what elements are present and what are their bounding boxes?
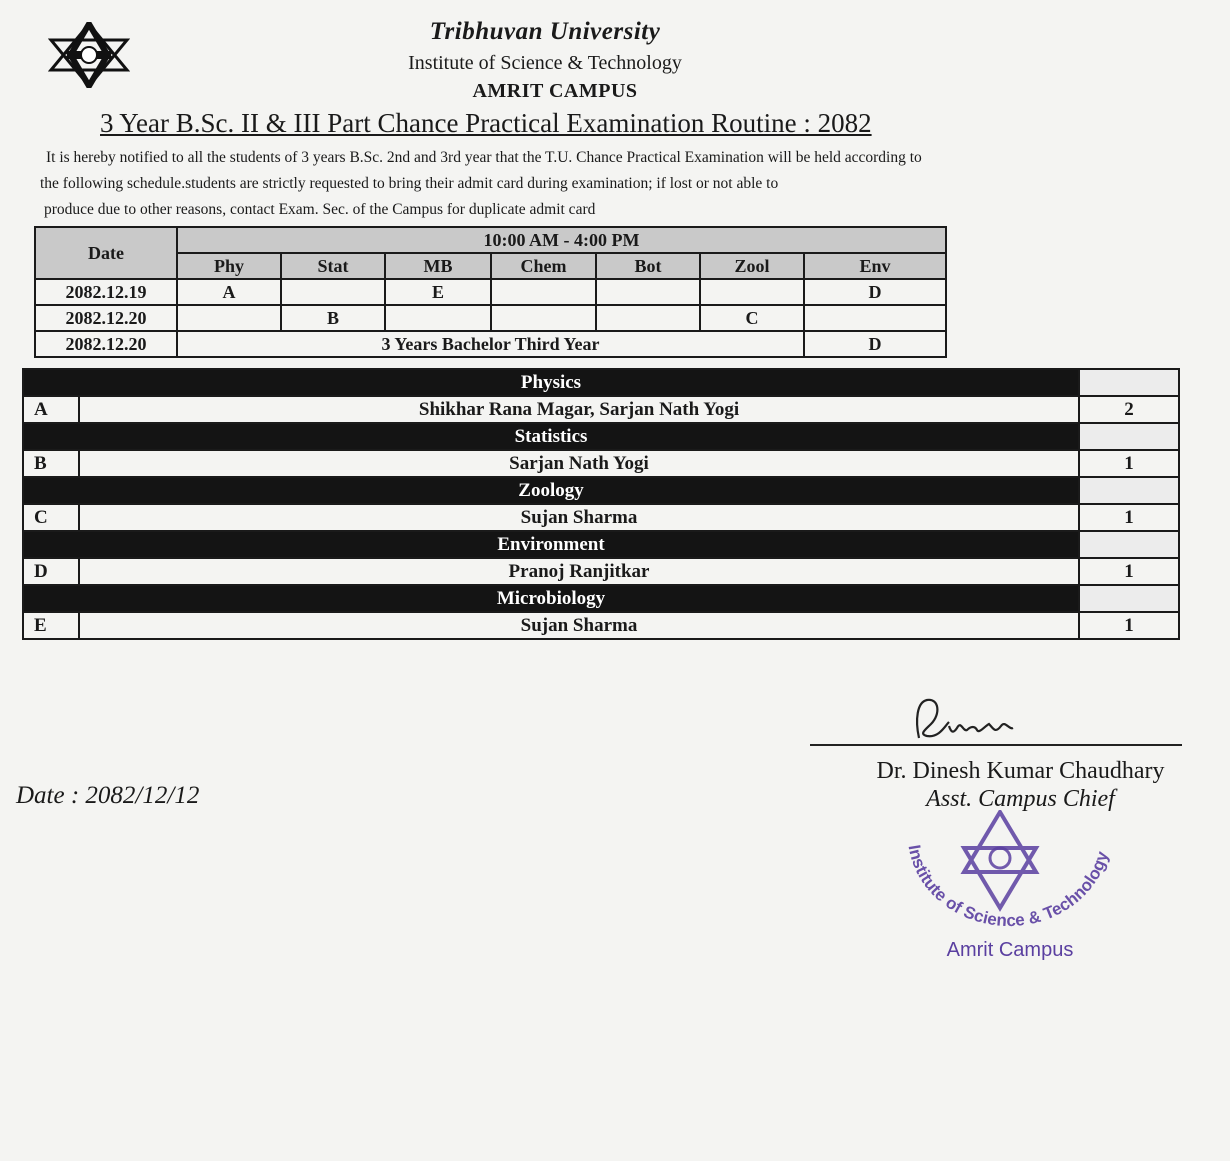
subject-heading: Statistics	[23, 423, 1079, 450]
examiner-count: 1	[1079, 612, 1179, 639]
examiner-names: Shikhar Rana Magar, Sarjan Nath Yogi	[79, 396, 1079, 423]
date-cell: 2082.12.20	[35, 331, 177, 357]
table-row	[23, 558, 1179, 585]
schedule-cell	[491, 279, 596, 305]
university-name: Tribhuvan University	[429, 18, 661, 45]
schedule-cell: E	[385, 279, 491, 305]
signatory-name: Dr. Dinesh Kumar Chaudhary	[876, 758, 1165, 784]
subject-header: Phy	[177, 253, 281, 279]
examiner-code: C	[23, 504, 79, 531]
table-row	[35, 305, 946, 331]
examiner-names: Sujan Sharma	[79, 612, 1079, 639]
subject-header: MB	[385, 253, 491, 279]
subject-band	[23, 369, 1179, 396]
subject-header: Chem	[491, 253, 596, 279]
subject-header: Bot	[596, 253, 700, 279]
subject-band	[23, 423, 1179, 450]
table-row	[23, 450, 1179, 477]
table-row	[35, 331, 946, 357]
subject-heading: Physics	[23, 369, 1079, 396]
table-row	[23, 396, 1179, 423]
examiner-code: D	[23, 558, 79, 585]
examiner-code: A	[23, 396, 79, 423]
subject-heading: Microbiology	[23, 585, 1079, 612]
schedule-cell	[177, 305, 281, 331]
signature	[905, 690, 1035, 750]
schedule-cell	[596, 279, 700, 305]
count-spacer	[1079, 369, 1179, 396]
campus-seal-stamp	[890, 810, 1130, 980]
campus-name: AMRIT CAMPUS	[472, 80, 638, 102]
page-title: 3 Year B.Sc. II & III Part Chance Practical Examination Routine : 2082	[100, 108, 872, 138]
subject-band	[23, 585, 1179, 612]
notice-date: Date : 2082/12/12	[16, 782, 200, 809]
schedule-cell	[596, 305, 700, 331]
table-row	[23, 504, 1179, 531]
schedule-cell	[700, 279, 804, 305]
table-row	[35, 279, 946, 305]
count-spacer	[1079, 585, 1179, 612]
date-cell: 2082.12.20	[35, 305, 177, 331]
examiner-names: Sarjan Nath Yogi	[79, 450, 1079, 477]
notice-line: the following schedule.students are strictly requested to bring their admit card during examination; if lost or not able to	[40, 175, 779, 192]
schedule-cell: D	[804, 331, 946, 357]
schedule-cell	[385, 305, 491, 331]
examiner-code: B	[23, 450, 79, 477]
date-column-header: Date	[35, 227, 177, 279]
subject-header: Stat	[281, 253, 385, 279]
notice-line: produce due to other reasons, contact Exam. Sec. of the Campus for duplicate admit card	[44, 201, 596, 218]
notice-line: It is hereby notified to all the students of 3 years B.Sc. 2nd and 3rd year that the T.U. Chance Practical Examination will be held according to	[46, 149, 922, 166]
count-spacer	[1079, 477, 1179, 504]
schedule-cell: D	[804, 279, 946, 305]
subject-header: Zool	[700, 253, 804, 279]
subject-band	[23, 531, 1179, 558]
examiner-count: 1	[1079, 450, 1179, 477]
schedule-cell	[804, 305, 946, 331]
date-cell: 2082.12.19	[35, 279, 177, 305]
schedule-cell	[281, 279, 385, 305]
subject-header: Env	[804, 253, 946, 279]
schedule-cell: A	[177, 279, 281, 305]
examiner-code: E	[23, 612, 79, 639]
seal-arc-text: Institute of Science & Technology	[904, 843, 1113, 931]
examiner-names: Pranoj Ranjitkar	[79, 558, 1079, 585]
examiner-count: 1	[1079, 558, 1179, 585]
subject-heading: Environment	[23, 531, 1079, 558]
schedule-cell: B	[281, 305, 385, 331]
examiner-count: 1	[1079, 504, 1179, 531]
institute-name: Institute of Science & Technology	[408, 52, 682, 74]
signature-line	[810, 744, 1182, 746]
routine-table	[34, 226, 947, 358]
schedule-cell: C	[700, 305, 804, 331]
examiner-count: 2	[1079, 396, 1179, 423]
count-spacer	[1079, 423, 1179, 450]
university-logo-icon	[48, 22, 130, 88]
seal-campus-text: Amrit Campus	[946, 939, 1074, 961]
subject-band	[23, 477, 1179, 504]
signatory-title: Asst. Campus Chief	[926, 786, 1115, 812]
time-slot-header: 10:00 AM - 4:00 PM	[177, 227, 946, 253]
subject-heading: Zoology	[23, 477, 1079, 504]
notice-paragraph	[40, 145, 1080, 223]
examiner-table	[22, 368, 1180, 640]
count-spacer	[1079, 531, 1179, 558]
schedule-cell	[491, 305, 596, 331]
third-year-label: 3 Years Bachelor Third Year	[177, 331, 804, 357]
table-row	[23, 612, 1179, 639]
examiner-names: Sujan Sharma	[79, 504, 1079, 531]
